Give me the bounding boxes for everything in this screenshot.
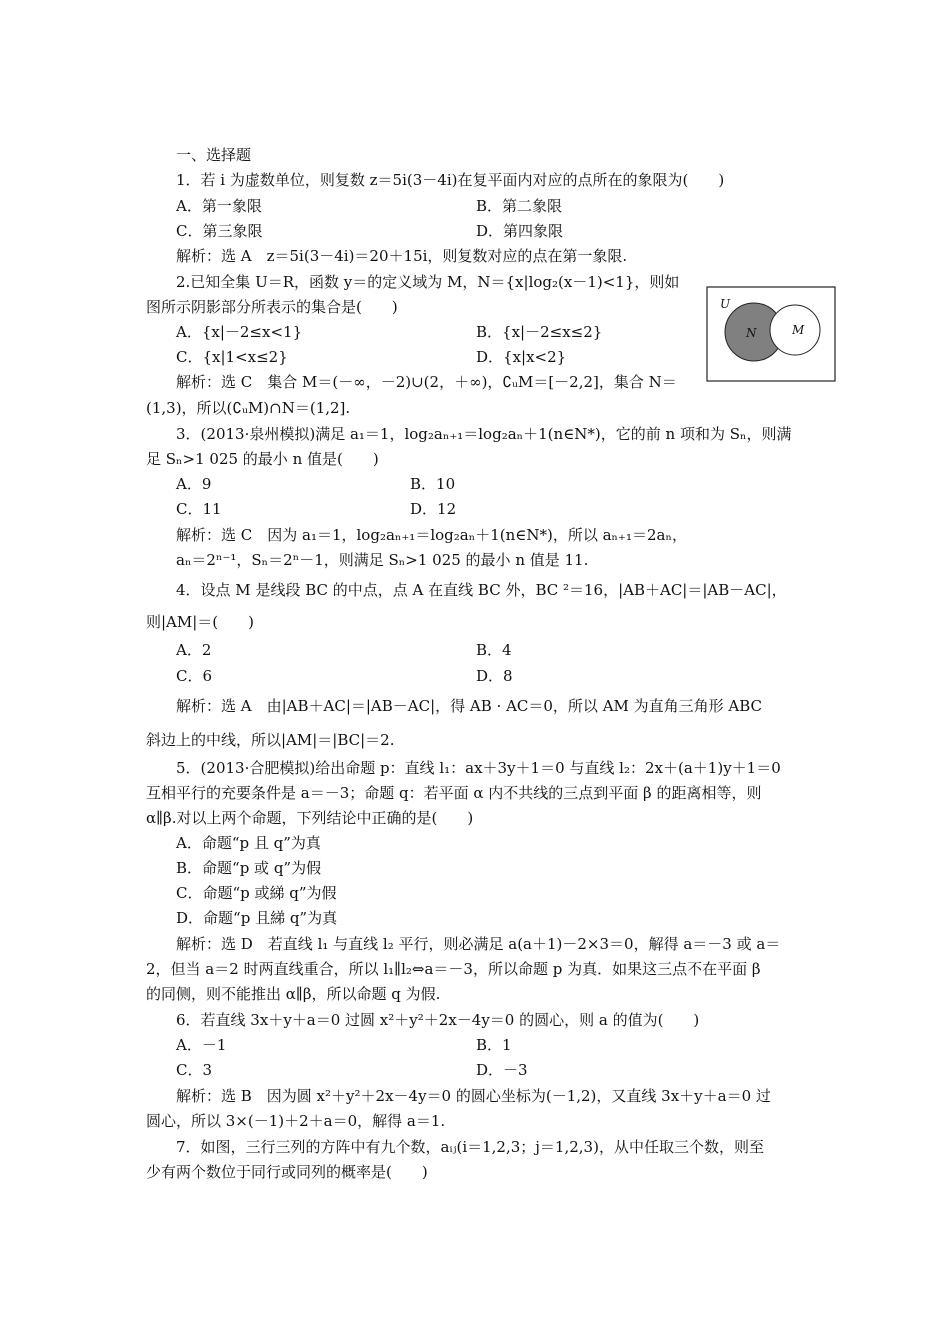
question-4-option-c: C．6	[176, 667, 213, 685]
question-1-solution: 解析：选 A z＝5i(3－4i)＝20＋15i，则复数对应的点在第一象限.	[176, 247, 628, 265]
question-1-option-d: D．第四象限	[476, 222, 564, 240]
question-5-option-c: C．命题“p 或綈 q”为假	[176, 884, 337, 902]
question-4-option-a: A．2	[176, 641, 212, 659]
venn-diagram	[706, 286, 836, 382]
question-5-solution-line-1: 解析：选 D 若直线 l₁ 与直线 l₂ 平行，则必满足 a(a＋1)－2×3＝0，解得 a＝－3 或 a＝	[176, 935, 781, 953]
question-4-option-d: D．8	[476, 667, 513, 685]
question-7-stem-line-2: 少有两个数位于同行或同列的概率是( )	[146, 1163, 428, 1181]
question-2-solution-line-1: 解析：选 C 集合 M＝(－∞，－2)∪(2，＋∞)，∁ᵤM＝[－2,2]，集合 N＝	[176, 373, 677, 391]
question-3-option-c: C．11	[176, 500, 222, 518]
question-2-option-c: C．{x|1<x≤2}	[176, 348, 288, 366]
question-7-stem-line-1: 7．如图，三行三列的方阵中有九个数，aᵢⱼ(i＝1,2,3；j＝1,2,3)，从中任取三个数，则至	[176, 1138, 764, 1156]
question-6-solution-line-2: 圆心，所以 3×(－1)＋2＋a＝0，解得 a＝1.	[146, 1112, 446, 1130]
question-5-solution-line-3: 的同侧，则不能推出 α∥β，所以命题 q 为假.	[146, 985, 441, 1003]
question-6-solution-line-1: 解析：选 B 因为圆 x²＋y²＋2x－4y＝0 的圆心坐标为(－1,2)，又直线 3x＋y＋a＝0 过	[176, 1087, 771, 1105]
question-5-option-a: A．命题“p 且 q”为真	[176, 834, 321, 852]
question-4-solution-line-2: 斜边上的中线，所以|AM|＝|BC|＝2.	[146, 731, 395, 749]
question-4-option-b: B．4	[476, 641, 512, 659]
question-3-option-b: B．10	[410, 475, 456, 493]
question-1-option-c: C．第三象限	[176, 222, 263, 240]
question-6-option-b: B．1	[476, 1036, 512, 1054]
question-1-option-b: B．第二象限	[476, 197, 563, 215]
question-6-option-d: D．－3	[476, 1061, 528, 1079]
question-2-option-b: B．{x|－2≤x≤2}	[476, 323, 603, 341]
question-6-stem: 6．若直线 3x＋y＋a＝0 过圆 x²＋y²＋2x－4y＝0 的圆心，则 a 的值为( )	[176, 1011, 700, 1029]
question-6-option-c: C．3	[176, 1061, 213, 1079]
question-3-option-d: D．12	[410, 500, 457, 518]
question-2-option-a: A．{x|－2≤x<1}	[176, 323, 303, 341]
section-title: 一、选择题	[176, 146, 252, 164]
question-3-stem-line-2: 足 Sₙ>1 025 的最小 n 值是( )	[146, 450, 379, 468]
question-1-stem: 1．若 i 为虚数单位，则复数 z＝5i(3－4i)在复平面内对应的点所在的象限为( )	[176, 171, 725, 189]
question-2-option-d: D．{x|x<2}	[476, 348, 567, 366]
question-5-solution-line-2: 2，但当 a＝2 时两直线重合，所以 l₁∥l₂⇔a＝－3，所以命题 p 为真．如果这三点不在平面 β	[146, 960, 761, 978]
universe-label: U	[720, 297, 731, 311]
question-4-stem-line-2: 则|AM|＝( )	[146, 613, 255, 631]
question-5-stem-line-3: α∥β.对以上两个命题，下列结论中正确的是( )	[146, 809, 474, 827]
question-4-stem-line-1: 4．设点 M 是线段 BC 的中点，点 A 在直线 BC 外，BC ²＝16，|AB＋AC|＝|AB－AC|，	[176, 581, 787, 599]
set-n-label: N	[746, 326, 757, 340]
question-5-stem-line-2: 互相平行的充要条件是 a＝－3；命题 q：若平面 α 内不共线的三点到平面 β 的距离相等，则	[146, 784, 762, 802]
question-3-stem-line-1: 3．(2013·泉州模拟)满足 a₁＝1，log₂aₙ₊₁＝log₂aₙ＋1(n∈N*)，它的前 n 项和为 Sₙ，则满	[176, 425, 792, 443]
question-2-solution-line-2: (1,3)，所以(∁ᵤM)∩N＝(1,2].	[146, 399, 351, 417]
question-5-option-b: B．命题“p 或 q”为假	[176, 859, 322, 877]
question-2-stem-line-1: 2.已知全集 U＝R，函数 y＝的定义域为 M，N＝{x|log₂(x－1)<1}，则如	[176, 273, 680, 291]
question-5-stem-line-1: 5．(2013·合肥模拟)给出命题 p：直线 l₁：ax＋3y＋1＝0 与直线 l₂：2x＋(a＋1)y＋1＝0	[176, 759, 781, 777]
set-m-label: M	[792, 323, 805, 337]
question-1-option-a: A．第一象限	[176, 197, 262, 215]
question-4-solution-line-1: 解析：选 A 由|AB＋AC|＝|AB－AC|，得 AB · AC＝0，所以 AM 为直角三角形 ABC	[176, 697, 763, 715]
question-3-solution-line-1: 解析：选 C 因为 a₁＝1，log₂aₙ₊₁＝log₂aₙ＋1(n∈N*)，所以 aₙ₊₁＝2aₙ，	[176, 526, 687, 544]
question-3-solution-line-2: aₙ＝2ⁿ⁻¹，Sₙ＝2ⁿ－1，则满足 Sₙ>1 025 的最小 n 值是 11.	[176, 551, 589, 569]
question-5-option-d: D．命题“p 且綈 q”为真	[176, 909, 338, 927]
question-6-option-a: A．－1	[176, 1036, 227, 1054]
question-3-option-a: A．9	[176, 475, 212, 493]
question-2-stem-line-2: 图所示阴影部分所表示的集合是( )	[146, 298, 398, 316]
